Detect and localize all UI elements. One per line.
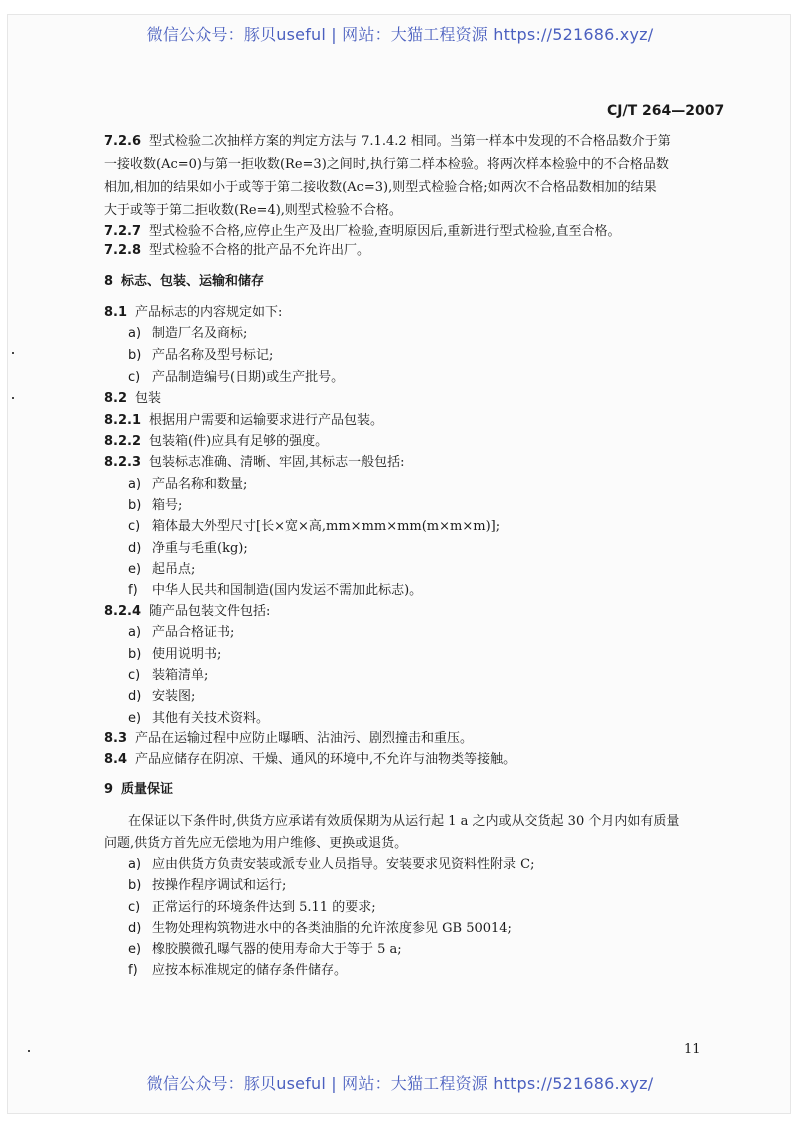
list-item: c) 产品制造编号(日期)或生产批号。 xyxy=(128,370,345,385)
list-item: a) 应由供货方负责安装或派专业人员指导。安装要求见资料性附录 C; xyxy=(128,857,535,872)
section-heading: 9 质量保证 xyxy=(104,782,174,797)
text-line: 8.2.4 随产品包装文件包括: xyxy=(104,604,271,619)
list-item: f) 应按本标准规定的储存条件储存。 xyxy=(128,963,348,978)
list-item: d) 安装图; xyxy=(128,689,196,704)
text-line: 在保证以下条件时,供货方应承诺有效质保期为从运行起 1 a 之内或从交货起 30 个月内如有质量 xyxy=(128,814,680,829)
list-item: a) 制造厂名及商标; xyxy=(128,326,248,341)
scan-speck xyxy=(28,1050,30,1052)
list-item: b) 产品名称及型号标记; xyxy=(128,348,274,363)
list-item: b) 按操作程序调试和运行; xyxy=(128,878,287,893)
text-line: 大于或等于第二拒收数(Re=4),则型式检验不合格。 xyxy=(104,203,402,218)
list-item: e) 橡胶膜微孔曝气器的使用寿命大于等于 5 a; xyxy=(128,942,402,957)
watermark-bottom: 微信公众号：豚贝useful | 网站：大猫工程资源 https://521686.xyz/ xyxy=(146,1074,654,1093)
scan-speck xyxy=(12,352,14,354)
list-item: d) 净重与毛重(kg); xyxy=(128,541,248,556)
list-item: e) 其他有关技术资料。 xyxy=(128,711,270,726)
standard-code: CJ/T 264—2007 xyxy=(607,103,725,119)
text-line: 8.2 包装 xyxy=(104,391,162,406)
list-item: d) 生物处理构筑物进水中的各类油脂的允许浓度参见 GB 50014; xyxy=(128,921,512,936)
watermark-top: 微信公众号：豚贝useful | 网站：大猫工程资源 https://521686.xyz/ xyxy=(146,25,654,44)
text-line: 问题,供货方首先应无偿地为用户维修、更换或退货。 xyxy=(104,836,408,851)
text-line: 一接收数(Ac=0)与第一拒收数(Re=3)之间时,执行第二样本检验。将两次样本检验中的不合格品数 xyxy=(104,157,669,172)
list-item: c) 箱体最大外型尺寸[长×宽×高,mm×mm×mm(m×m×m)]; xyxy=(128,519,501,534)
page-number: 11 xyxy=(684,1042,701,1057)
list-item: c) 正常运行的环境条件达到 5.11 的要求; xyxy=(128,900,376,915)
list-item: c) 装箱清单; xyxy=(128,668,209,683)
text-line: 8.2.2 包装箱(件)应具有足够的强度。 xyxy=(104,434,329,449)
text-line: 7.2.6 型式检验二次抽样方案的判定方法与 7.1.4.2 相同。当第一样本中发现的不合格品数介于第 xyxy=(104,134,671,149)
text-line: 8.4 产品应储存在阴凉、干燥、通风的环境中,不允许与油物类等接触。 xyxy=(104,752,517,767)
list-item: a) 产品合格证书; xyxy=(128,625,235,640)
text-line: 8.3 产品在运输过程中应防止曝晒、沾油污、剧烈撞击和重压。 xyxy=(104,731,474,746)
text-line: 7.2.8 型式检验不合格的批产品不允许出厂。 xyxy=(104,243,371,258)
scan-speck xyxy=(12,397,14,399)
text-line: 8.1 产品标志的内容规定如下: xyxy=(104,305,283,320)
list-item: b) 箱号; xyxy=(128,498,183,513)
text-line: 7.2.7 型式检验不合格,应停止生产及出厂检验,查明原因后,重新进行型式检验,直至合格。 xyxy=(104,224,621,239)
list-item: f) 中华人民共和国制造(国内发运不需加此标志)。 xyxy=(128,583,423,598)
section-heading: 8 标志、包装、运输和储存 xyxy=(104,274,265,289)
list-item: b) 使用说明书; xyxy=(128,647,222,662)
text-line: 相加,相加的结果如小于或等于第二接收数(Ac=3),则型式检验合格;如两次不合格品数相加的结果 xyxy=(104,180,657,195)
text-line: 8.2.3 包装标志准确、清晰、牢固,其标志一般包括: xyxy=(104,455,405,470)
list-item: a) 产品名称和数量; xyxy=(128,477,248,492)
list-item: e) 起吊点; xyxy=(128,562,196,577)
text-line: 8.2.1 根据用户需要和运输要求进行产品包装。 xyxy=(104,413,384,428)
